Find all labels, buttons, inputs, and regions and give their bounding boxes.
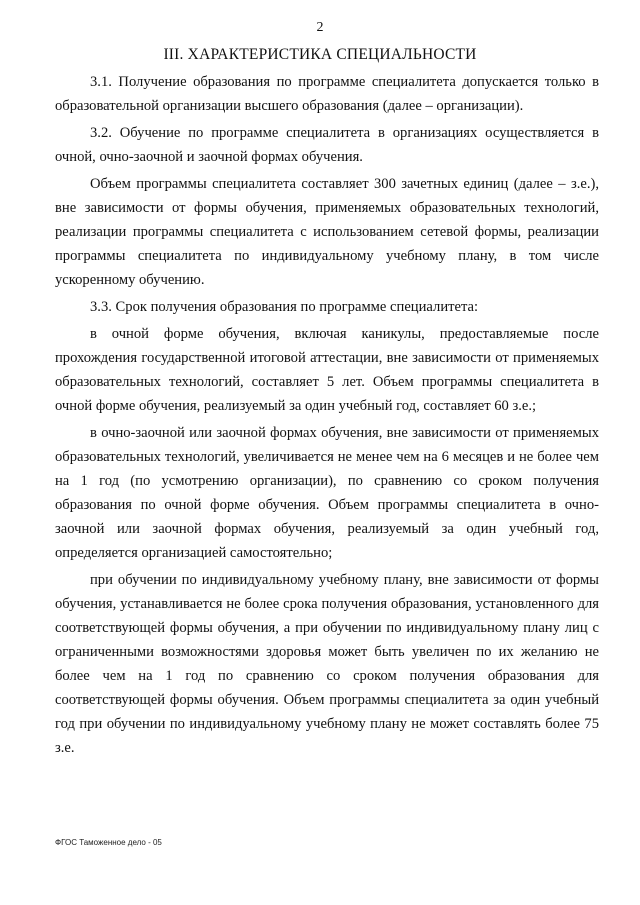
section-title: III. ХАРАКТЕРИСТИКА СПЕЦИАЛЬНОСТИ	[163, 46, 477, 63]
paragraph-part-time: в очно-заочной или заочной формах обучения, вне зависимости от применяемых образовательных технологий, увеличивается не менее чем на 6 месяцев и не более чем на 1 год (по усмотрению организации), по сравнению со сроком получения образования по очной форме обучения. Объем программы специалитета в очно-заочной или заочной формах обучения, реализуемый за один учебный год, определяется организацией самостоятельно;	[55, 425, 599, 561]
paragraph-3-1: 3.1. Получение образования по программе специалитета допускается только в образовательной организации высшего образования (далее – организации).	[55, 74, 599, 114]
paragraph-individual-plan: при обучении по индивидуальному учебному плану, вне зависимости от формы обучения, устанавливается не более срока получения образования, установленного для соответствующей формы обучения, а при обучении по индивидуальному плану лиц с ограниченными возможностями здоровья может быть увеличен по их желанию не более чем на 1 год по сравнению со сроком получения образования для соответствующей формы обучения. Объем программы специалитета за один учебный год при обучении по индивидуальному учебному плану не может составлять более 75 з.е.	[55, 572, 599, 756]
paragraph-program-volume: Объем программы специалитета составляет 300 зачетных единиц (далее – з.е.), вне зависимости от формы обучения, применяемых образовательных технологий, реализации программы специалитета с использованием сетевой формы, реализации программы специалитета по индивидуальному учебному плану, в том числе ускоренному обучению.	[55, 176, 599, 288]
footer-note: ФГОС Таможенное дело - 05	[55, 838, 162, 847]
paragraph-3-3: 3.3. Срок получения образования по программе специалитета:	[90, 299, 479, 315]
paragraph-3-2: 3.2. Обучение по программе специалитета в организациях осуществляется в очной, очно-заочной и заочной формах обучения.	[55, 125, 599, 165]
page-number: 2	[316, 20, 324, 35]
paragraph-full-time: в очной форме обучения, включая каникулы, предоставляемые после прохождения государственной итоговой аттестации, вне зависимости от применяемых образовательных технологий, составляет 5 лет. Объем программы специалитета в очной форме обучения, реализуемый за один учебный год, составляет 60 з.е.;	[55, 326, 599, 414]
body-text	[55, 70, 599, 760]
